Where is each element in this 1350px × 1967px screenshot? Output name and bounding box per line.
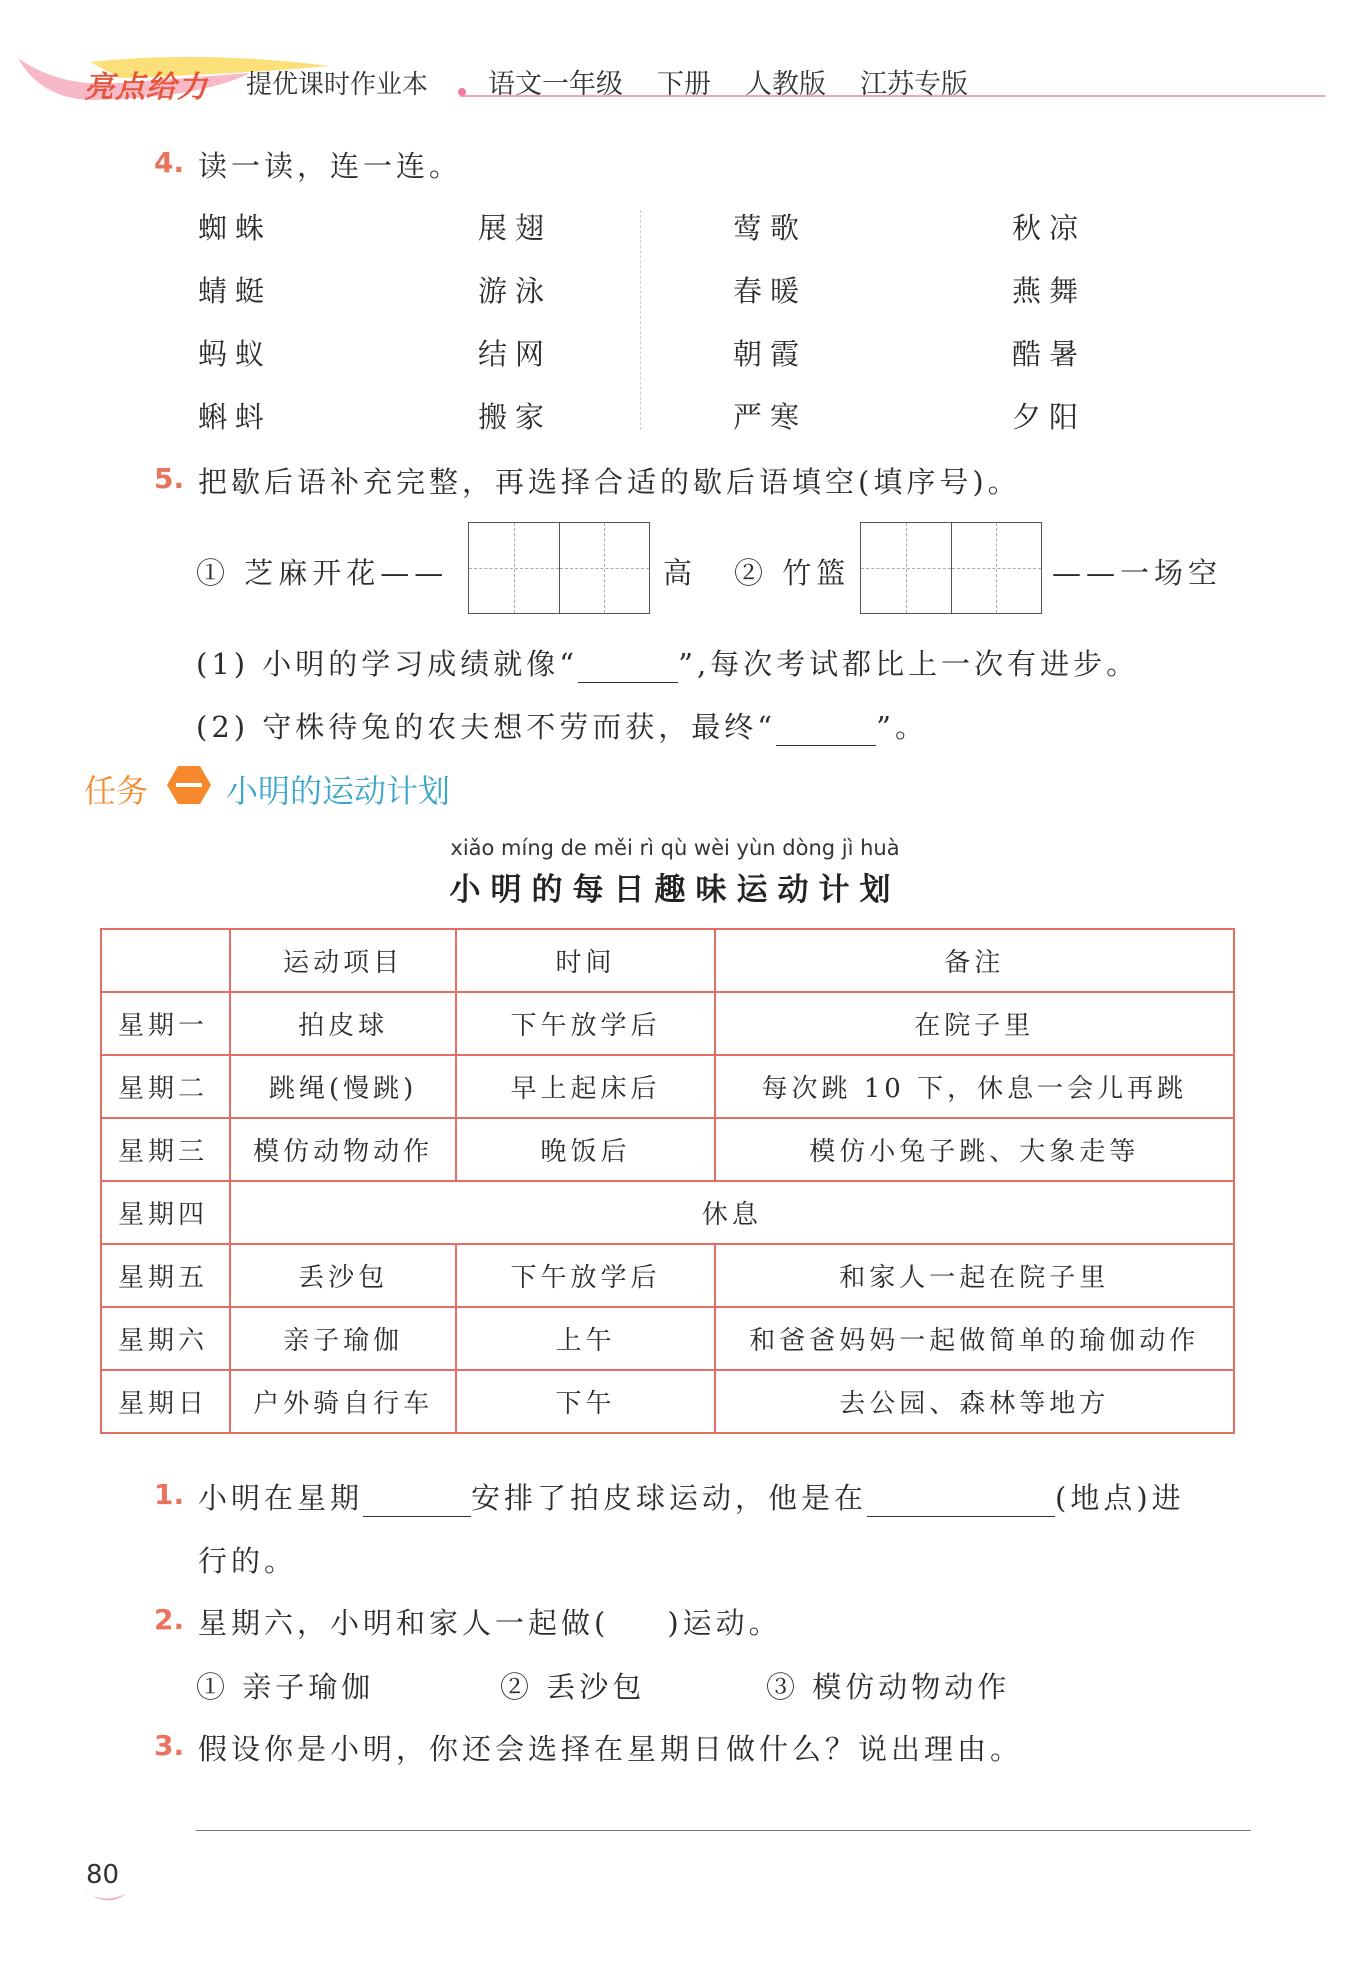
plan-pinyin: xiǎo míng de měi rì qù wèi yùn dòng jì huà <box>450 836 900 860</box>
table-cell: 户外骑自行车 <box>230 1370 457 1433</box>
word-item[interactable]: 蜻蜓 <box>198 274 273 308</box>
question-prompt: 读一读，连一连。 <box>198 149 463 183</box>
idiom-1-suffix: 高 <box>663 556 697 590</box>
question-number: 4. <box>154 146 185 179</box>
table-cell: 星期五 <box>101 1244 230 1307</box>
table-header: 运动项目 <box>230 929 457 992</box>
word-item[interactable]: 蜘蛛 <box>198 211 273 245</box>
table-cell: 上午 <box>456 1307 714 1370</box>
hexagon-icon <box>166 764 212 806</box>
word-item[interactable]: 春暖 <box>733 274 808 308</box>
book-region: 江苏专版 <box>860 69 968 100</box>
table-row <box>101 1307 1234 1370</box>
option-2[interactable]: ② 丢沙包 <box>500 1670 646 1704</box>
table-cell: 晚饭后 <box>456 1118 714 1181</box>
answer-line[interactable] <box>196 1830 1251 1831</box>
table-cell: 和家人一起在院子里 <box>715 1244 1234 1307</box>
book-grade: 语文一年级 <box>488 69 623 100</box>
question-text: )运动。 <box>667 1606 782 1640</box>
q5-sub1-text: ”,每次考试都比上一次有进步。 <box>678 647 1140 681</box>
table-cell: 模仿小兔子跳、大象走等 <box>715 1118 1234 1181</box>
word-item[interactable]: 朝霞 <box>733 337 808 371</box>
table-row <box>101 1244 1234 1307</box>
table-cell: 星期六 <box>101 1307 230 1370</box>
q5-sub1 <box>196 642 1139 683</box>
table-cell: 丢沙包 <box>230 1244 457 1307</box>
question-number: 1. <box>154 1478 185 1511</box>
question-text: 星期六，小明和家人一起做( <box>198 1606 610 1640</box>
page-number: 80 <box>86 1860 120 1890</box>
table-row <box>101 1181 1234 1244</box>
question-prompt: 把歇后语补充完整，再选择合适的歇后语填空(填序号)。 <box>198 465 1021 499</box>
table-cell: 下午 <box>456 1370 714 1433</box>
question-text: 安排了拍皮球运动，他是在 <box>471 1481 868 1515</box>
word-item[interactable]: 严寒 <box>733 400 808 434</box>
word-item[interactable]: 展翅 <box>478 211 553 245</box>
table-cell: 每次跳 10 下，休息一会儿再跳 <box>715 1055 1234 1118</box>
word-item[interactable]: 酷暑 <box>1012 337 1087 371</box>
word-item[interactable]: 游泳 <box>478 274 553 308</box>
table-row <box>101 992 1234 1055</box>
question-text: (地点)进 <box>1055 1481 1185 1515</box>
table-cell: 下午放学后 <box>456 992 714 1055</box>
column-divider <box>640 210 641 430</box>
idiom-1-answer-boxes[interactable] <box>468 522 650 614</box>
word-item[interactable]: 夕阳 <box>1012 400 1087 434</box>
table-cell: 星期三 <box>101 1118 230 1181</box>
book-edition: 人教版 <box>745 69 826 100</box>
idiom-2-suffix: ——一场空 <box>1052 556 1223 590</box>
question-text: 假设你是小明，你还会选择在星期日做什么？说出理由。 <box>198 1732 1024 1766</box>
table-cell: 星期二 <box>101 1055 230 1118</box>
question-text: 小明在星期 <box>198 1481 364 1515</box>
table-cell: 跳绳(慢跳) <box>230 1055 457 1118</box>
answer-cell[interactable] <box>861 523 952 613</box>
idiom-2-answer-boxes[interactable] <box>860 522 1042 614</box>
question-2 <box>198 1601 782 1642</box>
table-header: 时间 <box>456 929 714 992</box>
word-item[interactable]: 搬家 <box>478 400 553 434</box>
table-cell: 去公园、森林等地方 <box>715 1370 1234 1433</box>
task-name: 小明的运动计划 <box>226 772 451 810</box>
exercise-plan-table <box>100 928 1235 1434</box>
table-row <box>101 1055 1234 1118</box>
table-header: 备注 <box>715 929 1234 992</box>
question-text: 行的。 <box>198 1544 298 1578</box>
q5-sub2-text: ”。 <box>876 710 928 744</box>
table-cell: 下午放学后 <box>456 1244 714 1307</box>
question-number: 2. <box>154 1603 185 1636</box>
series-subtitle: 提优课时作业本 <box>246 70 429 100</box>
word-item[interactable]: 结网 <box>478 337 553 371</box>
table-cell: 拍皮球 <box>230 992 457 1055</box>
answer-blank[interactable] <box>363 1486 471 1517</box>
plan-title: 小明的每日趣味运动计划 <box>449 872 901 908</box>
idiom-1-prefix: ① 芝麻开花—— <box>196 556 449 590</box>
word-item[interactable]: 莺歌 <box>733 211 808 245</box>
table-header-row <box>101 929 1234 992</box>
word-item[interactable]: 燕舞 <box>1012 274 1087 308</box>
question-1 <box>198 1476 1185 1517</box>
table-row <box>101 1370 1234 1433</box>
option-3[interactable]: ③ 模仿动物动作 <box>766 1670 1011 1704</box>
table-cell: 和爸爸妈妈一起做简单的瑜伽动作 <box>715 1307 1234 1370</box>
table-cell: 早上起床后 <box>456 1055 714 1118</box>
table-cell: 在院子里 <box>715 992 1234 1055</box>
answer-cell[interactable] <box>469 523 560 613</box>
question-number: 5. <box>154 462 185 495</box>
option-1[interactable]: ① 亲子瑜伽 <box>196 1670 375 1704</box>
table-header <box>101 929 230 992</box>
task-label: 任务 <box>84 772 149 810</box>
word-item[interactable]: 秋凉 <box>1012 211 1087 245</box>
answer-cell[interactable] <box>560 523 650 613</box>
book-info <box>488 62 1002 101</box>
table-cell: 星期四 <box>101 1181 230 1244</box>
page-number-decoration <box>80 1880 130 1910</box>
brand-logo-text: 亮点给力 <box>84 70 208 105</box>
table-cell: 星期日 <box>101 1370 230 1433</box>
word-item[interactable]: 蚂蚁 <box>198 337 273 371</box>
answer-cell[interactable] <box>952 523 1042 613</box>
q5-sub2-text: (2) 守株待兔的农夫想不劳而获，最终“ <box>196 710 777 744</box>
table-cell: 模仿动物动作 <box>230 1118 457 1181</box>
table-cell-rest: 休息 <box>230 1181 1234 1244</box>
table-cell: 亲子瑜伽 <box>230 1307 457 1370</box>
answer-blank[interactable] <box>776 715 876 746</box>
book-volume: 下册 <box>657 69 711 100</box>
question-number: 3. <box>154 1729 185 1762</box>
answer-blank[interactable] <box>578 652 678 683</box>
idiom-2-prefix: ② 竹篮 <box>734 556 851 590</box>
answer-blank[interactable] <box>867 1486 1055 1517</box>
table-cell: 星期一 <box>101 992 230 1055</box>
q5-sub1-text: (1) 小明的学习成绩就像“ <box>196 647 579 681</box>
q5-sub2 <box>196 705 928 746</box>
table-row <box>101 1118 1234 1181</box>
word-item[interactable]: 蝌蚪 <box>198 400 273 434</box>
